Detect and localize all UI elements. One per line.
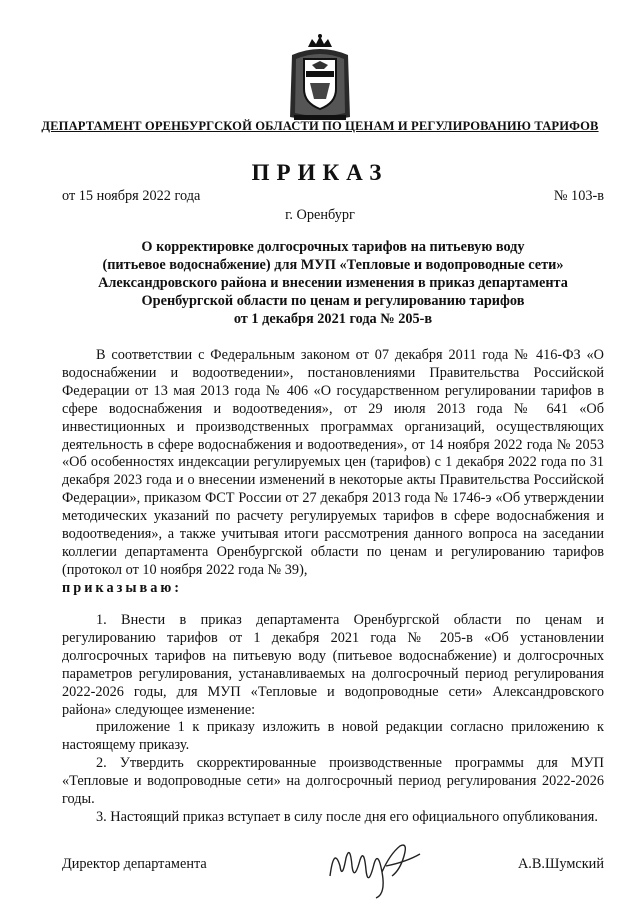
subject-line: Александровского района и внесении изменения в приказ департамента — [98, 275, 568, 291]
decree-word: приказываю: — [62, 579, 183, 596]
signer-title: Директор департамента — [62, 856, 207, 872]
signer-name: А.В.Шумский — [517, 856, 604, 872]
coat-of-arms-emblem — [286, 33, 354, 123]
handwritten-signature — [316, 836, 436, 900]
order-date: от 15 ноября 2022 года — [62, 188, 201, 204]
item-2-paragraph: 2. Утвердить скорректированные производственные программы для МУП «Тепловые и водопроводные сети» на долгосрочный период регулирования 2022-2026 годы. — [62, 755, 604, 808]
item-1-sub-paragraph: приложение 1 к приказу изложить в новой редакции согласно приложению к настоящему приказу. — [62, 719, 604, 754]
item-1-paragraph: 1. Внести в приказ департамента Оренбургской области по ценам и регулированию тарифов от 1 декабря 2021 года № 205-в «Об установлении долгосрочных тарифов на питьевую воду (питьевое водоснабжение) и долгосрочных параметров регулирования, устанавливаемых на долгосрочный период регулирования 2022-2026 годы, для МУП «Тепловые и водопроводные сети» Александровского района» следующее изменение: — [62, 612, 604, 718]
subject-line: Оренбургской области по ценам и регулированию тарифов — [141, 293, 525, 309]
document-type-title: ПРИКАЗ — [251, 160, 389, 185]
department-heading: ДЕПАРТАМЕНТ ОРЕНБУРГСКОЙ ОБЛАСТИ ПО ЦЕНАМ И РЕГУЛИРОВАНИЮ ТАРИФОВ — [41, 119, 599, 133]
preamble-text: В соответствии с Федеральным законом от 07 декабря 2011 года № 416-ФЗ «О водоснабжении и водоотведении», постановлениями Правительства Российской Федерации от 13 мая 2013 года № 406 «О государственном регулировании тарифов в сфере водоснабжения и водоотведения», от 29 июля 2013 года № 641 «Об инвестиционных и производственных программах организаций, осуществляющих деятельность в сфере водоснабжения и водоотведения», от 14 ноября 2022 года № 2053 «Об особенностях индексации регулируемых цен (тарифов) с 1 декабря 2022 года по 31 декабря 2023 года и о внесении изменений в некоторые акты Правительства Российской Федерации», приказом ФСТ России от 27 декабря 2013 года № 1746-э «Об утверждении методических указаний по расчету регулируемых тарифов в сфере водоснабжения и водоотведения», а также учитывая итоги рассмотрения данного вопроса на заседании коллегии департамента Оренбургской области по ценам и регулированию тарифов (протокол от 10 ноября 2022 года № 39), — [62, 347, 604, 578]
subject-line: от 1 декабря 2021 года № 205-в — [233, 311, 433, 327]
preamble-paragraph — [62, 347, 604, 598]
order-items — [62, 612, 604, 827]
subject-line: О корректировке долгосрочных тарифов на питьевую воду — [141, 239, 525, 255]
order-city: г. Оренбург — [285, 207, 355, 223]
order-subject — [62, 238, 604, 328]
order-number: № 103-в — [553, 188, 604, 204]
subject-line: (питьевое водоснабжение) для МУП «Тепловые и водопроводные сети» — [102, 257, 564, 273]
item-3-paragraph: 3. Настоящий приказ вступает в силу после дня его официального опубликования. — [96, 808, 598, 825]
